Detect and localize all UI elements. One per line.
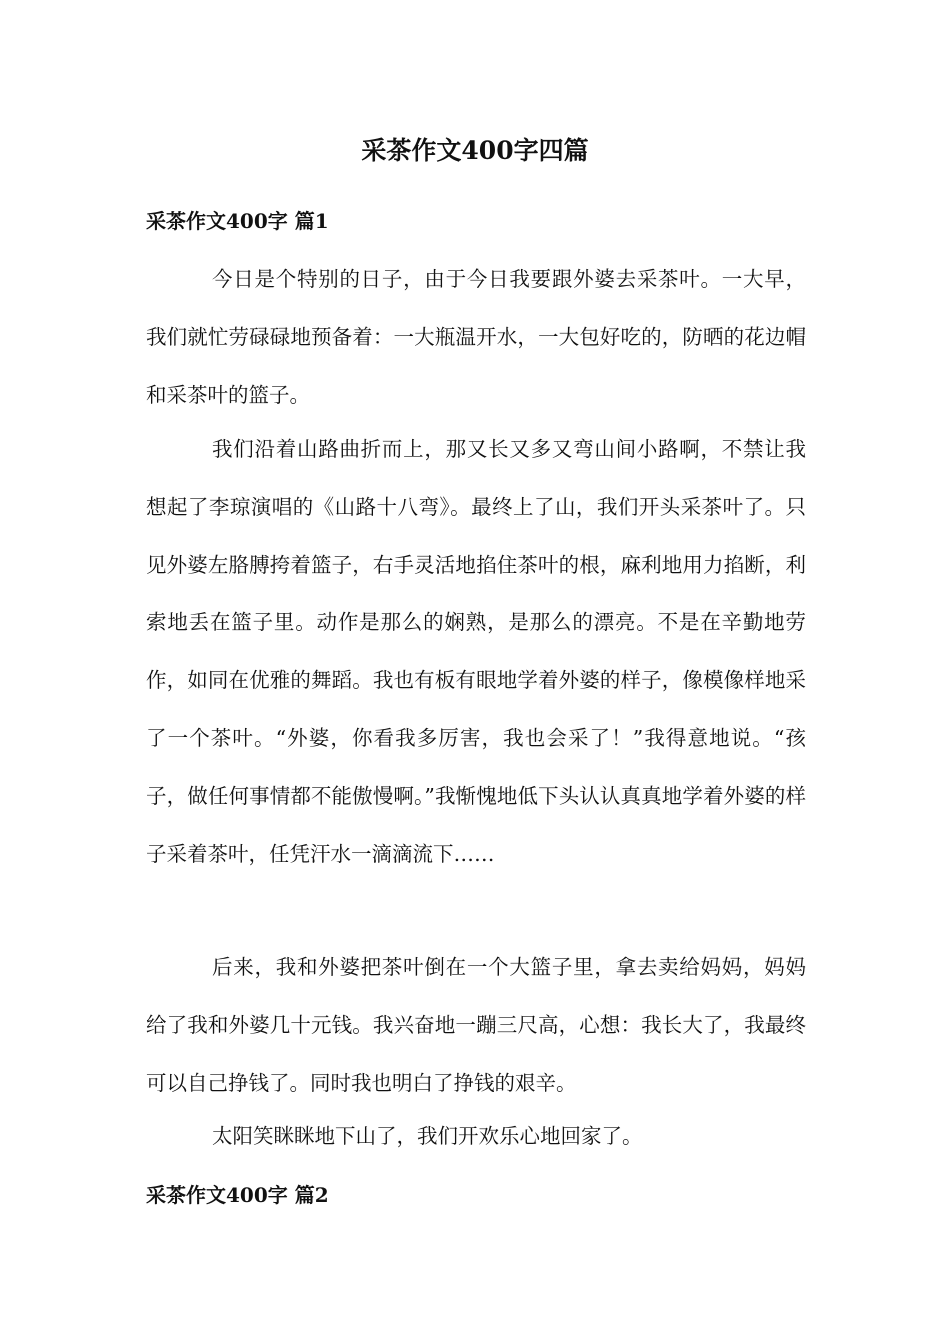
- paragraph-2: 我们沿着山路曲折而上，那又长又多又弯山间小路啊，不禁让我想起了李琼演唱的《山路十八弯》。最终上了山，我们开头采茶叶了。只见外婆左胳膊挎着篮子，右手灵活地掐住茶叶的根，麻利地用力掐断，利索地丢在篮子里。动作是那么的娴熟，是那么的漂亮。不是在辛勤地劳作，如同在优雅的舞蹈。我也有板有眼地学着外婆的样子，像模像样地采了一个茶叶。“外婆，你看我多厉害，我也会采了！”我得意地说。“孩子，做任何事情都不能傲慢啊。”我惭愧地低下头认认真真地学着外婆的样子采着茶叶，任凭汗水一滴滴流下……: [146, 437, 806, 866]
- paragraph-4: 太阳笑眯眯地下山了，我们开欢乐心地回家了。: [212, 1124, 643, 1148]
- section-heading-2: 采茶作文400字 篇2: [146, 1183, 329, 1207]
- paragraph-1: 今日是个特别的日子，由于今日我要跟外婆去采茶叶。一大早，我们就忙劳碌碌地预备着：一大瓶温开水，一大包好吃的，防晒的花边帽和采茶叶的篮子。: [146, 267, 806, 407]
- section-heading-1: 采茶作文400字 篇1: [146, 209, 329, 233]
- paragraph-3: 后来，我和外婆把茶叶倒在一个大篮子里，拿去卖给妈妈，妈妈给了我和外婆几十元钱。我兴奋地一蹦三尺高，心想：我长大了，我最终可以自己挣钱了。同时我也明白了挣钱的艰辛。: [146, 955, 806, 1095]
- document-title: 采茶作文400字四篇: [361, 136, 589, 165]
